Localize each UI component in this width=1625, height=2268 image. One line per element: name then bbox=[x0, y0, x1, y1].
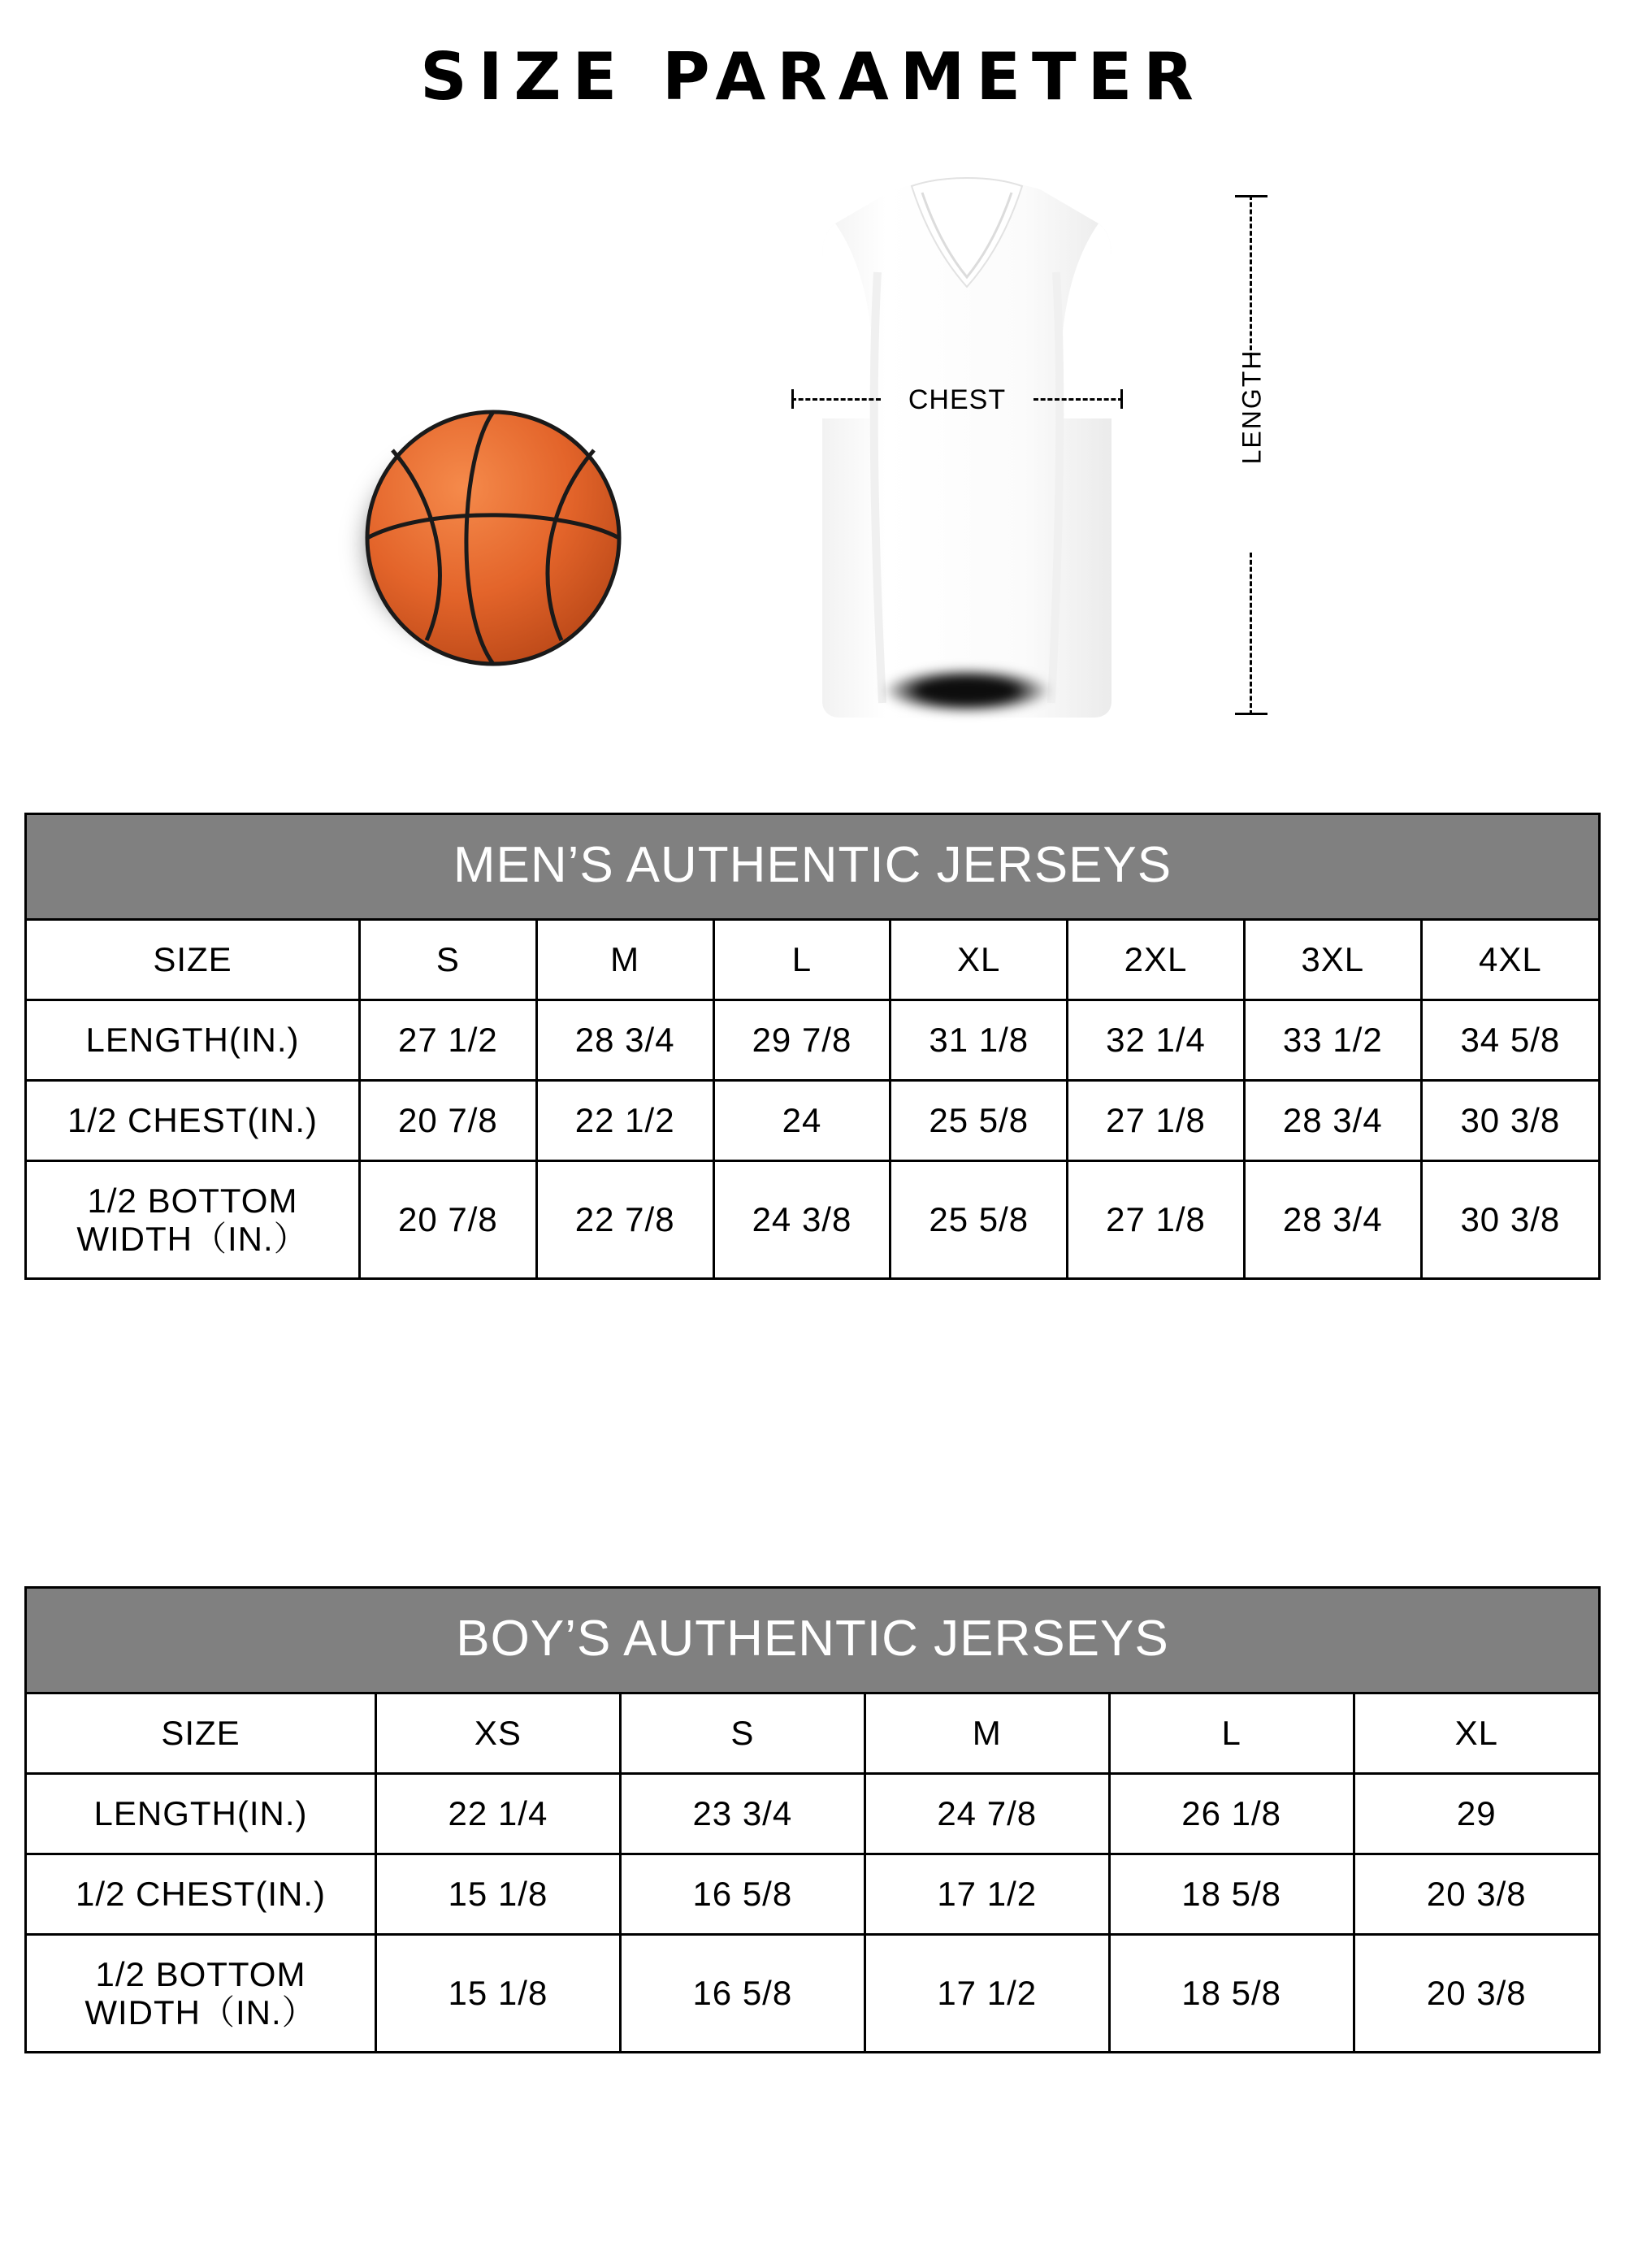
cell-value: 27 1/2 bbox=[360, 1000, 537, 1081]
cell-value: 30 3/8 bbox=[1421, 1161, 1598, 1278]
table-row bbox=[27, 1081, 1598, 1161]
row-label: 1/2 BOTTOM WIDTH（IN.） bbox=[27, 1935, 376, 2052]
column-header-3xl: 3XL bbox=[1244, 921, 1421, 1000]
boys-table-header: BOY’S AUTHENTIC JERSEYS bbox=[27, 1589, 1598, 1694]
table-row bbox=[27, 1935, 1598, 2052]
cell-value: 32 1/4 bbox=[1068, 1000, 1245, 1081]
length-label: LENGTH bbox=[1237, 349, 1267, 465]
cell-value: 15 1/8 bbox=[376, 1935, 621, 2052]
cell-value: 18 5/8 bbox=[1109, 1935, 1354, 2052]
page-title: SIZE PARAMETER bbox=[420, 39, 1205, 115]
cell-value: 20 7/8 bbox=[360, 1161, 537, 1278]
cell-value: 25 5/8 bbox=[890, 1161, 1068, 1278]
column-header-xl: XL bbox=[890, 921, 1068, 1000]
jersey-icon bbox=[780, 175, 1154, 727]
table-row bbox=[27, 1000, 1598, 1081]
column-header-xl: XL bbox=[1354, 1694, 1598, 1774]
row-label: LENGTH(IN.) bbox=[27, 1000, 360, 1081]
column-header-s: S bbox=[620, 1694, 864, 1774]
cell-value: 29 bbox=[1354, 1774, 1598, 1854]
cell-value: 24 bbox=[713, 1081, 890, 1161]
row-label: 1/2 CHEST(IN.) bbox=[27, 1854, 376, 1935]
mens-table-header: MEN’S AUTHENTIC JERSEYS bbox=[27, 815, 1598, 921]
product-illustration bbox=[0, 154, 1625, 772]
column-header-size: SIZE bbox=[27, 1694, 376, 1774]
jersey-illustration bbox=[780, 175, 1154, 744]
column-header-m: M bbox=[864, 1694, 1109, 1774]
table-header-row bbox=[27, 921, 1598, 1000]
cell-value: 22 7/8 bbox=[536, 1161, 713, 1278]
row-label: 1/2 CHEST(IN.) bbox=[27, 1081, 360, 1161]
column-header-m: M bbox=[536, 921, 713, 1000]
table-row bbox=[27, 1161, 1598, 1278]
table-row bbox=[27, 1854, 1598, 1935]
boys-size-table bbox=[27, 1694, 1598, 2051]
chest-cap-right bbox=[1120, 389, 1123, 409]
column-header-s: S bbox=[360, 921, 537, 1000]
cell-value: 17 1/2 bbox=[864, 1854, 1109, 1935]
cell-value: 16 5/8 bbox=[620, 1935, 864, 2052]
chest-dash-right bbox=[1034, 398, 1123, 401]
cell-value: 24 7/8 bbox=[864, 1774, 1109, 1854]
cell-value: 22 1/2 bbox=[536, 1081, 713, 1161]
column-header-l: L bbox=[713, 921, 890, 1000]
chest-measure-line bbox=[786, 384, 1128, 417]
column-header-l: L bbox=[1109, 1694, 1354, 1774]
cell-value: 30 3/8 bbox=[1421, 1081, 1598, 1161]
cell-value: 20 7/8 bbox=[360, 1081, 537, 1161]
basketball-illustration bbox=[321, 390, 670, 699]
cell-value: 34 5/8 bbox=[1421, 1000, 1598, 1081]
row-label: LENGTH(IN.) bbox=[27, 1774, 376, 1854]
column-header-xs: XS bbox=[376, 1694, 621, 1774]
column-header-size: SIZE bbox=[27, 921, 360, 1000]
cell-value: 24 3/8 bbox=[713, 1161, 890, 1278]
cell-value: 15 1/8 bbox=[376, 1854, 621, 1935]
basketball-icon bbox=[363, 408, 623, 668]
length-dash-top bbox=[1250, 195, 1252, 358]
length-cap-bottom bbox=[1235, 713, 1268, 715]
table-row bbox=[27, 1774, 1598, 1854]
row-label: 1/2 BOTTOM WIDTH（IN.） bbox=[27, 1161, 360, 1278]
cell-value: 27 1/8 bbox=[1068, 1161, 1245, 1278]
mens-size-table-block bbox=[24, 813, 1601, 1280]
cell-value: 27 1/8 bbox=[1068, 1081, 1245, 1161]
cell-value: 20 3/8 bbox=[1354, 1935, 1598, 2052]
cell-value: 33 1/2 bbox=[1244, 1000, 1421, 1081]
cell-value: 17 1/2 bbox=[864, 1935, 1109, 2052]
length-dash-bottom bbox=[1250, 553, 1252, 715]
mens-size-table bbox=[27, 921, 1598, 1277]
cell-value: 31 1/8 bbox=[890, 1000, 1068, 1081]
column-header-2xl: 2XL bbox=[1068, 921, 1245, 1000]
boys-size-table-block bbox=[24, 1586, 1601, 2053]
column-header-4xl: 4XL bbox=[1421, 921, 1598, 1000]
chest-label: CHEST bbox=[908, 384, 1007, 415]
cell-value: 16 5/8 bbox=[620, 1854, 864, 1935]
cell-value: 26 1/8 bbox=[1109, 1774, 1354, 1854]
cell-value: 23 3/4 bbox=[620, 1774, 864, 1854]
cell-value: 18 5/8 bbox=[1109, 1854, 1354, 1935]
table-header-row bbox=[27, 1694, 1598, 1774]
cell-value: 28 3/4 bbox=[1244, 1081, 1421, 1161]
cell-value: 25 5/8 bbox=[890, 1081, 1068, 1161]
cell-value: 29 7/8 bbox=[713, 1000, 890, 1081]
jersey-shadow bbox=[861, 662, 1072, 719]
cell-value: 28 3/4 bbox=[536, 1000, 713, 1081]
length-measure-line bbox=[1219, 187, 1284, 723]
cell-value: 22 1/4 bbox=[376, 1774, 621, 1854]
cell-value: 20 3/8 bbox=[1354, 1854, 1598, 1935]
cell-value: 28 3/4 bbox=[1244, 1161, 1421, 1278]
